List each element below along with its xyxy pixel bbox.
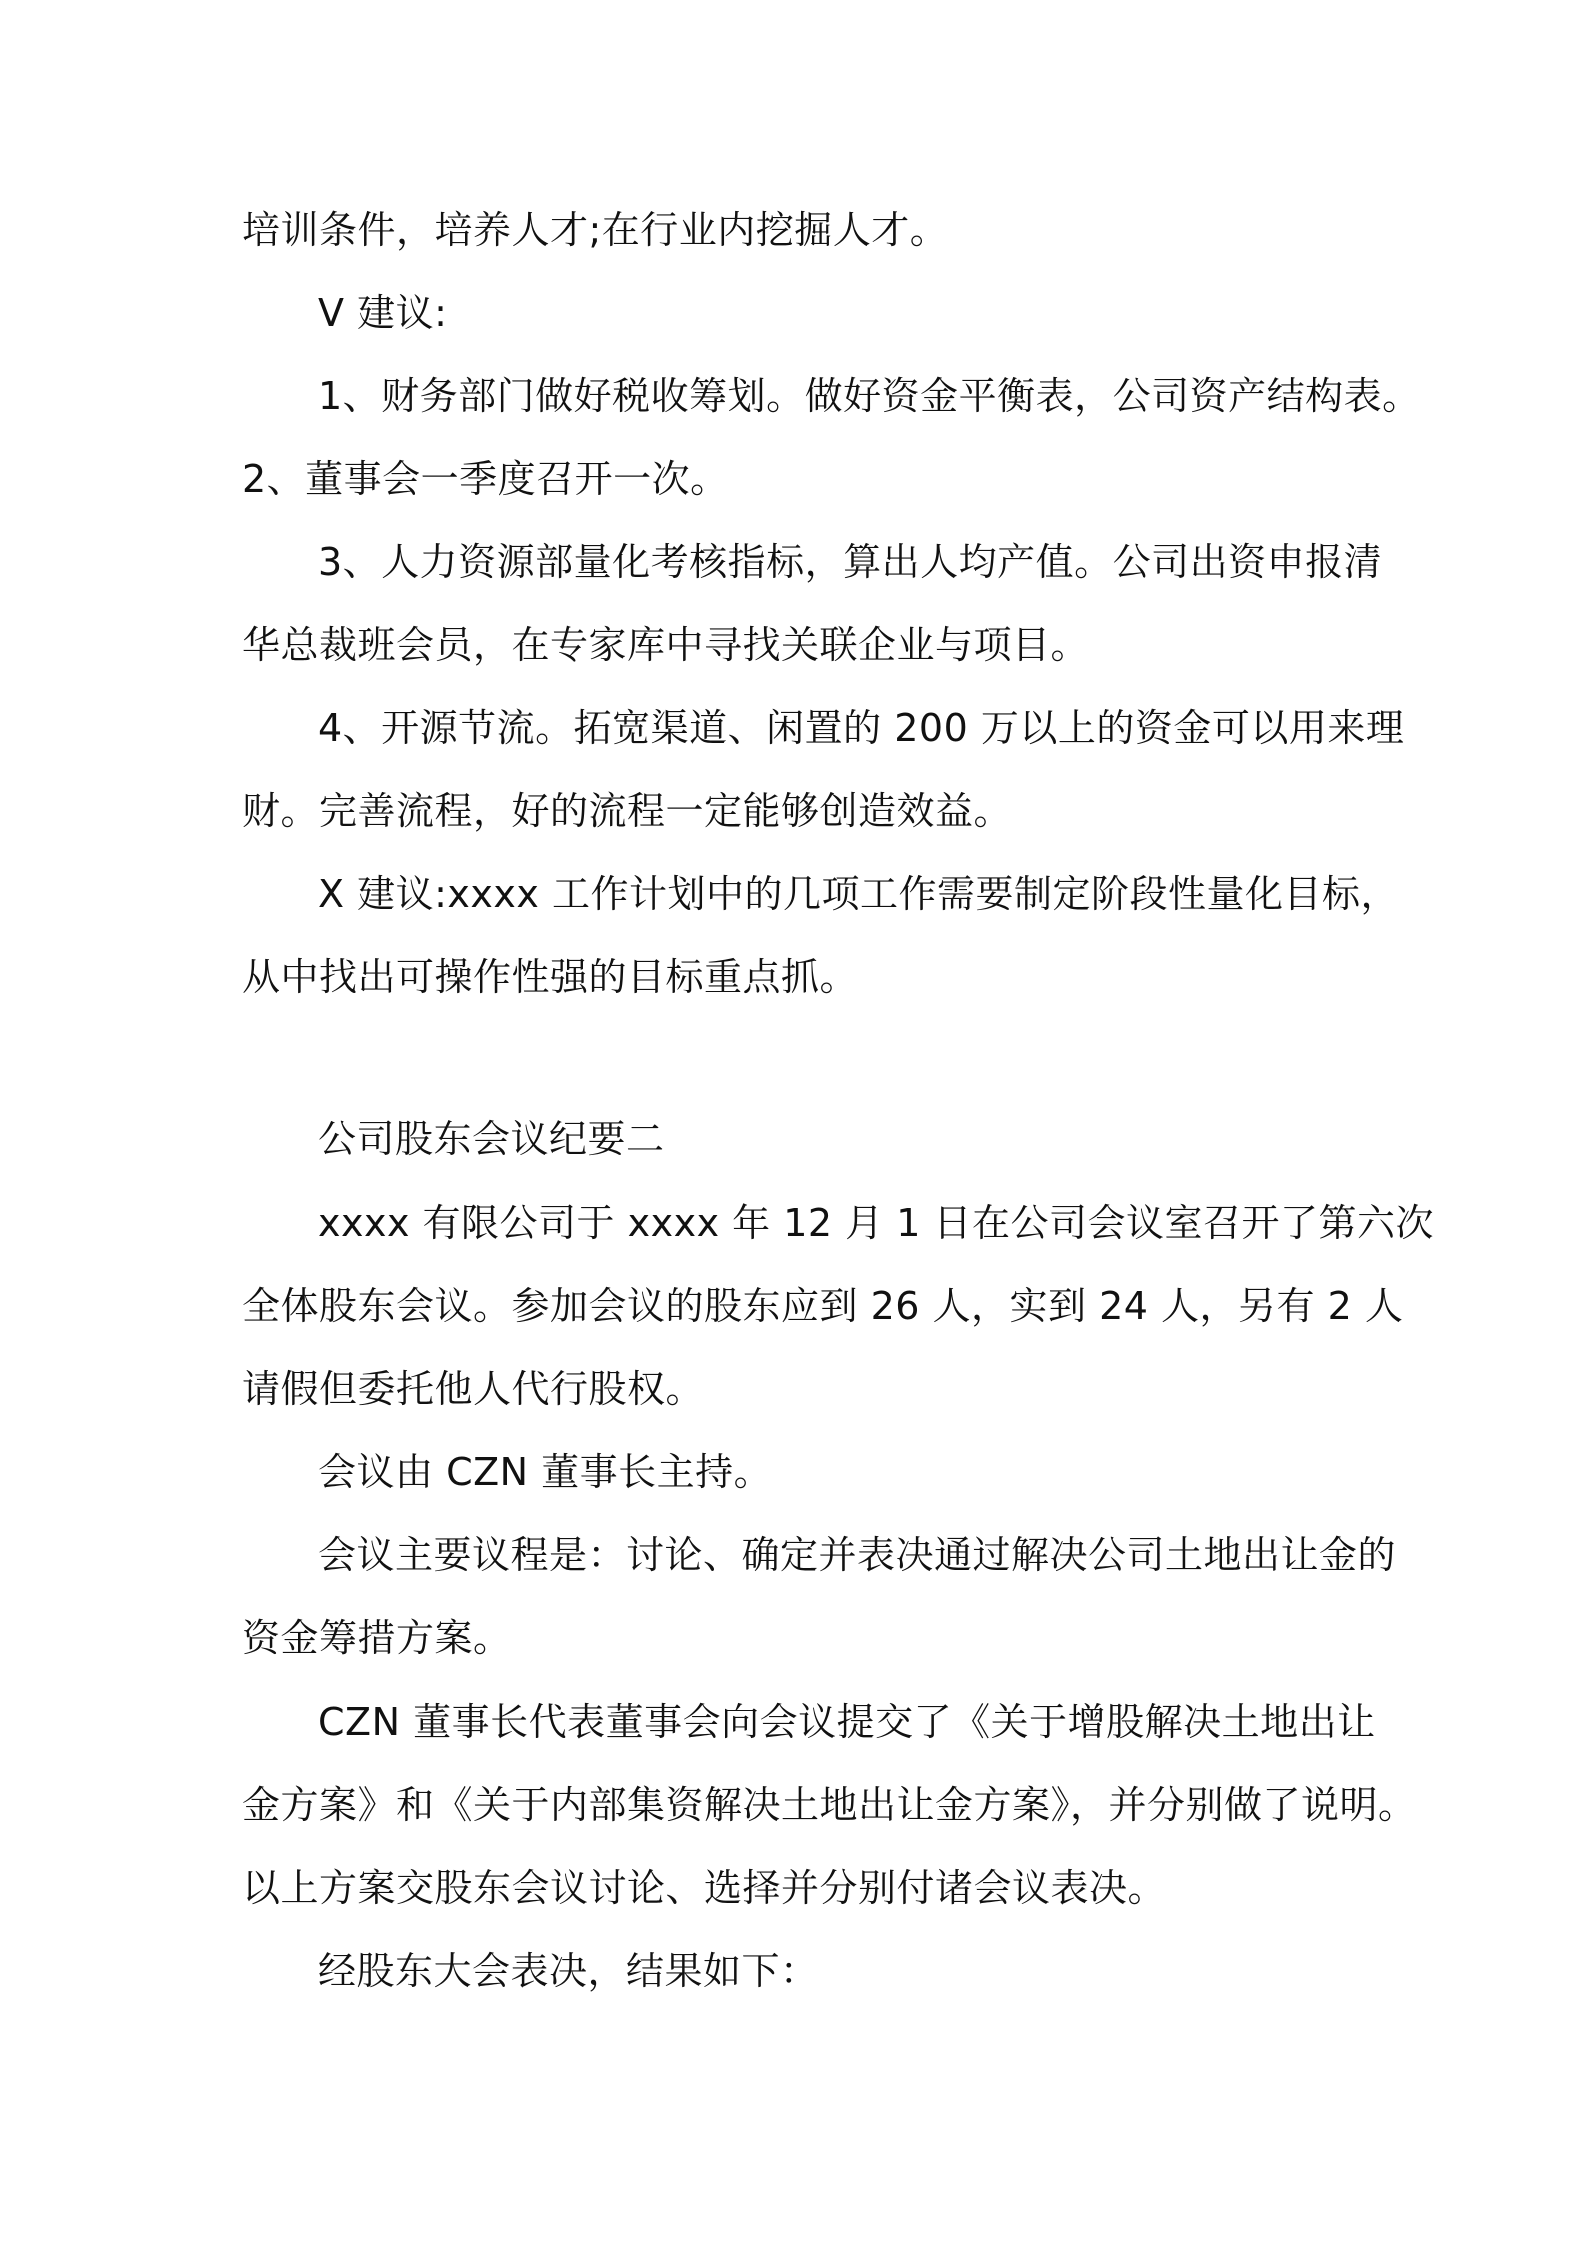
text-line: 华总裁班会员，在专家库中寻找关联企业与项目。: [242, 623, 1090, 667]
text-line: CZN 董事长代表董事会向会议提交了《关于增股解决土地出让: [318, 1700, 1376, 1744]
text-line: 金方案》和《关于内部集资解决土地出让金方案》，并分别做了说明。: [242, 1783, 1417, 1827]
text-line: 会议由 CZN 董事长主持。: [318, 1450, 773, 1494]
list-item: 4、开源节流。拓宽渠道、闲置的 200 万以上的资金可以用来理: [318, 706, 1405, 750]
list-item: 2、董事会一季度召开一次。: [242, 457, 729, 501]
text-line: 全体股东会议。参加会议的股东应到 26 人，实到 24 人，另有 2 人: [242, 1284, 1404, 1328]
section-heading: V 建议:: [318, 291, 448, 335]
text-line: 经股东大会表决，结果如下：: [318, 1949, 819, 1993]
text-line: 请假但委托他人代行股权。: [242, 1367, 705, 1411]
text-line: 从中找出可操作性强的目标重点抓。: [242, 955, 859, 999]
text-line: X 建议:xxxx 工作计划中的几项工作需要制定阶段性量化目标，: [318, 872, 1399, 916]
text-line: 资金筹措方案。: [242, 1616, 512, 1660]
text-line: 培训条件，培养人才;在行业内挖掘人才。: [242, 208, 949, 252]
list-item: 1、财务部门做好税收筹划。做好资金平衡表，公司资产结构表。: [318, 374, 1421, 418]
list-item: 3、人力资源部量化考核指标，算出人均产值。公司出资申报清: [318, 540, 1383, 584]
text-line: 财。完善流程，好的流程一定能够创造效益。: [242, 789, 1013, 833]
text-line: xxxx 有限公司于 xxxx 年 12 月 1 日在公司会议室召开了第六次: [318, 1201, 1434, 1245]
section-title: 公司股东会议纪要二: [318, 1117, 665, 1161]
text-line: 会议主要议程是：讨论、确定并表决通过解决公司土地出让金的: [318, 1533, 1397, 1577]
text-line: 以上方案交股东会议讨论、选择并分别付诸会议表决。: [242, 1866, 1167, 1910]
